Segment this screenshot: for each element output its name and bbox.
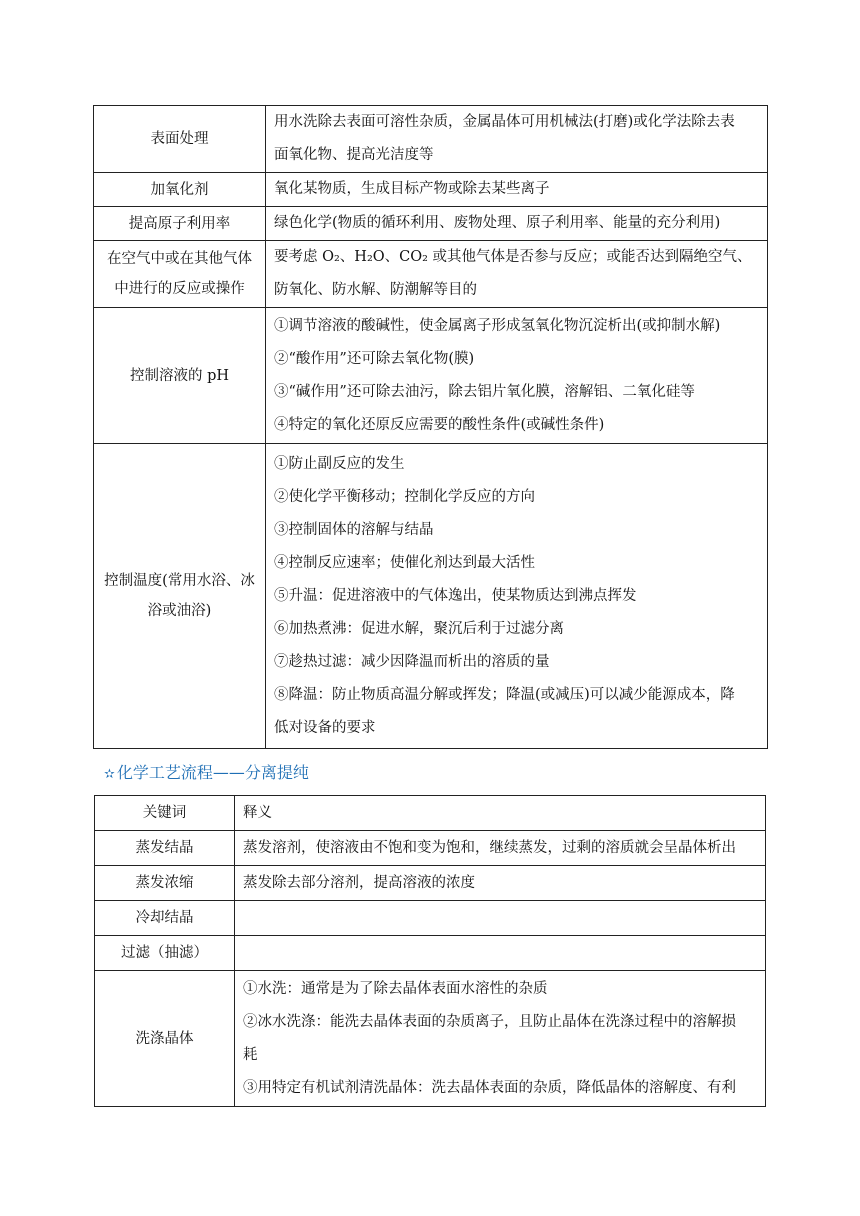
row-keyword [94, 106, 266, 173]
keyword-line: 蒸发浓缩 [135, 875, 194, 891]
table-row [94, 106, 768, 173]
row-keyword [95, 866, 235, 901]
keyword-line: 冷却结晶 [135, 910, 194, 926]
description-line: ⑥加热煮沸：促进水解，聚沉后利于过滤分离 [274, 620, 564, 637]
description-line: ⑤升温：促进溶液中的气体逸出，使某物质达到沸点挥发 [274, 587, 637, 604]
description-line: 氧化某物质，生成目标产物或除去某些离子 [274, 181, 550, 197]
description-line: 耗 [243, 1046, 258, 1063]
header-explanation: 释义 [235, 796, 766, 831]
table-row [94, 308, 768, 444]
keyword-line: 加氧化剂 [150, 181, 209, 198]
keyword-line: 提高原子利用率 [128, 215, 231, 232]
row-keyword [95, 901, 235, 936]
description-line: ①水洗：通常是为了除去晶体表面水溶性的杂质 [243, 980, 548, 997]
separation-purification-table [94, 795, 766, 1107]
keyword-line: 控制温度(常用水浴、冰 [104, 573, 255, 589]
section-title [104, 760, 309, 783]
keyword-line: 表面处理 [150, 131, 209, 147]
header-keyword: 关键词 [95, 796, 235, 831]
description-line: ②“酸作用”还可除去氧化物(膜) [274, 350, 475, 367]
table-row [95, 936, 766, 971]
row-keyword [94, 173, 266, 207]
row-description [235, 831, 766, 866]
description-line: 低对设备的要求 [274, 719, 376, 736]
table-row [95, 866, 766, 901]
description-line: 蒸发除去部分溶剂，提高溶液的浓度 [243, 874, 475, 891]
description-line: 防氧化、防水解、防潮解等目的 [274, 282, 477, 298]
process-conditions-table [93, 105, 768, 749]
star-icon: ✫ [104, 767, 115, 782]
row-description [266, 173, 768, 207]
row-description [266, 241, 768, 308]
description-line: 用水洗除去表面可溶性杂质，金属晶体可用机械法(打磨)或化学法除去表 [274, 114, 735, 130]
table-row [95, 831, 766, 866]
row-keyword [94, 241, 266, 308]
row-keyword [94, 308, 266, 444]
row-description [235, 866, 766, 901]
table-row [95, 901, 766, 936]
row-description [266, 444, 768, 749]
row-description [266, 207, 768, 241]
description-line: ②冰水洗涤：能洗去晶体表面的杂质离子，且防止晶体在洗涤过程中的溶解损 [243, 1013, 736, 1030]
description-line: ①调节溶液的酸碱性，使金属离子形成氢氧化物沉淀析出(或抑制水解) [274, 317, 721, 334]
description-line: ④特定的氧化还原反应需要的酸性条件(或碱性条件) [274, 416, 605, 433]
row-description [266, 106, 768, 173]
table-row [94, 207, 768, 241]
keyword-line: 洗涤晶体 [135, 1030, 194, 1047]
description-line: ③用特定有机试剂清洗晶体：洗去晶体表面的杂质，降低晶体的溶解度、有利 [243, 1079, 736, 1096]
description-line: ③“碱作用”还可除去油污，除去铝片氧化膜，溶解铝、二氧化硅等 [274, 383, 695, 400]
row-description [235, 971, 766, 1107]
description-line: ②使化学平衡移动；控制化学反应的方向 [274, 488, 535, 505]
table-row [94, 173, 768, 207]
table-row [94, 241, 768, 308]
description-line: ④控制反应速率；使催化剂达到最大活性 [274, 554, 535, 571]
keyword-line: 在空气中或在其他气体 [107, 251, 252, 267]
row-keyword [95, 936, 235, 971]
table-row [95, 971, 766, 1107]
description-line: ①防止副反应的发生 [274, 455, 405, 472]
description-line: ③控制固体的溶解与结晶 [274, 521, 434, 538]
table-header-row [95, 796, 766, 831]
keyword-line: 蒸发结晶 [135, 840, 194, 856]
row-keyword [95, 831, 235, 866]
row-keyword [94, 444, 266, 749]
keyword-line: 中进行的反应或操作 [114, 281, 245, 297]
row-description [235, 901, 766, 936]
row-description [266, 308, 768, 444]
description-line: 要考虑 O₂、H₂O、CO₂ 或其他气体是否参与反应；或能否达到隔绝空气、 [274, 249, 752, 265]
description-line: ⑦趁热过滤：减少因降温而析出的溶质的量 [274, 653, 550, 670]
section-title-text: 化学工艺流程——分离提纯 [116, 763, 309, 782]
row-description [235, 936, 766, 971]
keyword-line: 控制溶液的 pH [129, 367, 230, 384]
row-keyword [94, 207, 266, 241]
keyword-line: 过滤（抽滤） [121, 945, 208, 961]
description-line: 绿色化学(物质的循环利用、废物处理、原子利用率、能量的充分利用) [274, 215, 721, 231]
row-keyword [95, 971, 235, 1107]
description-line: 蒸发溶剂，使溶液由不饱和变为饱和，继续蒸发，过剩的溶质就会呈晶体析出 [243, 839, 736, 856]
table-row [94, 444, 768, 749]
description-line: 面氧化物、提高光洁度等 [274, 147, 434, 163]
keyword-line: 浴或油浴) [147, 603, 212, 619]
description-line: ⑧降温：防止物质高温分解或挥发；降温(或减压)可以减少能源成本，降 [274, 686, 735, 703]
